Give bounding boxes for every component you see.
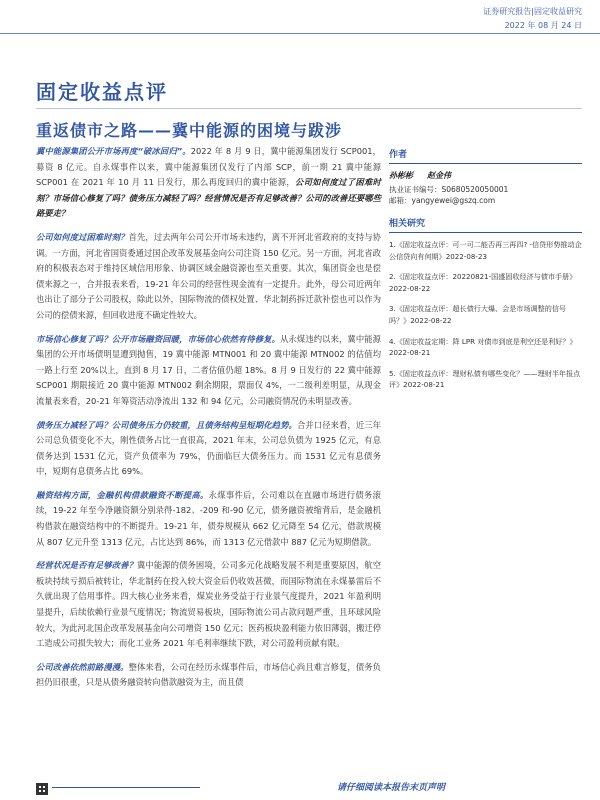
paragraph-lead: 公司改善依然前路漫漫。 (36, 661, 129, 672)
paragraph-lead: 市场信心修复了吗？公开市场融资回暖，市场信心依然有待修复。 (36, 333, 281, 344)
header-divider (0, 33, 600, 34)
paragraph-text: 2022 年 8 月 9 日，冀中能源集团发行 SCP001，募资 8 亿元。自永煤事件以来，冀中能源集团仅发行了内部 SCP，前一期 21 冀中能源 SCP001 在 2021 年 10 月 11 日发行，那么再度回归的冀中能源， (36, 146, 381, 188)
paragraph-text: 从永煤违约以来，冀中能源集团的公开市场债明显遭到抛售，19 冀中能源 MTN001 和 20 冀中能源 MTN002 的估值均一路上行至 20%以上，直到 8 月 17 日，二者估值仍超 18%。8 月 9 日发行的 22 冀中能源 SCP001 期限接近 20 冀中能源 MTN002 剩余期限，票面仅 4%，一二级利差明显，从现金流量表来看，20-21 年筹资活动净流出 132 和 94 亿元，公司融资情况仍未明显改善。 (36, 333, 381, 406)
paragraph-lead: 经营状况是否有足够改善？ (36, 560, 138, 571)
author-email[interactable]: yangyewei@gszq.com (411, 196, 496, 205)
body-paragraph (36, 230, 381, 324)
related-item[interactable]: 2.《固定收益点评：20220821-国盛固收经济与债市手册》2022-08-22 (389, 272, 577, 293)
related-list (389, 239, 582, 391)
title-divider (36, 108, 582, 109)
paragraph-text: 冀中能源的债务困境，公司多元化战略发展不利是重要原因，航空板块持续亏损后被转让，华北制药在投入较大资金后仍收效甚微，而国际物流在永煤暴雷后不久就出现了信用事件。四大核心业务来看，煤炭业务受益于行业景气度提升，2021 年盈利明显提升，后续依赖行业景气度情况；物流贸易板块，国际物流公司占款问题严重，且环球风险较大，为此河北国企改革发展基金向公司增资 150 亿元；医药板块盈利能力依旧薄弱，搬迁停工造成公司损失较大；而化工业务 2021 年毛利率继续下跌，对公司盈利贡献有限。 (36, 560, 381, 649)
body-paragraph (36, 558, 381, 652)
paragraph-text: 首先，过去两年公司公开市场未违约，离不开河北省政府的支持与协调。一方面，河北省国资委通过国企改革发展基金向公司注资 150 亿元。另一方面，河北省政府的积极表态对于维持区域信用形象、协调区域金融资源也至关重要。其次，集团资金也是偿债来源之一，合并报表来看，19-21 年公司的经营性现金流有一定提升。此外，母公司近两年也出让了部分子公司股权，除此以外，国际物流的债权处置、华北制药拆迁款补偿也可以作为公司的偿债来源，但回收进度不确定性较大。 (36, 231, 381, 320)
paragraph-lead: 融资结构方面，金融机构借款融资不断提高。 (36, 489, 209, 500)
report-headline: 重返债市之路——冀中能源的困境与跋涉 (36, 121, 343, 140)
footer-disclaimer: 请仔细阅读本报告末页声明 (200, 780, 582, 793)
paragraph-lead: 债务压力减轻了吗？公司债务压力仍较重，且债务结构呈短期化趋势。 (36, 419, 297, 430)
paragraph-emphasis: 公司如何度过了困难时刻？市场信心修复了吗？债务压力减轻了吗？经营情况是否有足够改善？公司的改善还要哪些路要走？ (36, 177, 381, 219)
body-paragraph (36, 418, 381, 480)
related-item[interactable]: 3.《固定收益点评：超长债行大爆、会是市场调整的信号吗？》2022-08-22 (389, 304, 567, 325)
paragraph-text: 永煤事件后，公司难以在直融市场进行债务滚续，19-22 年至今净融资额分别录得-182、-209 和-90 亿元，债务融资被缩背后，是金融机构借款在融资结构中的不断提升。19-21 年，债券规模从 662 亿元降至 54 亿元，借款规模从 807 亿元升至 1313 亿元，占比达到 86%，而 1313 亿元借款中 887 亿元为短期借款。 (36, 489, 381, 547)
body-paragraph (36, 488, 381, 550)
paragraph-text: 合并口径来看，近三年公司总负债变化不大，刚性债务占比一直很高，2021 年末，公司总负债为 1925 亿元，有息债务达到 1531 亿元，资产负债率为 79%，仍面临巨大债务压力。而 1531 亿元有息债务中，短期有息债务占比 69%。 (36, 419, 381, 477)
main-body (36, 144, 381, 699)
author-name: 赵金伟 (427, 171, 451, 180)
report-date: 2022 年 08 月 24 日 (504, 21, 582, 30)
author-names (389, 170, 582, 181)
paragraph-lead: 公司如何度过困难时刻？ (36, 231, 129, 242)
email-line (389, 195, 582, 206)
body-paragraph (36, 660, 381, 691)
body-paragraph (36, 144, 381, 222)
document-type: 固定收益点评 (36, 80, 168, 104)
body-paragraph (36, 332, 381, 410)
license-label: 执业证书编号： (389, 185, 442, 194)
qr-code-icon (36, 783, 48, 795)
email-label: 邮箱： (389, 196, 412, 205)
sidebar (389, 147, 582, 400)
related-heading: 相关研究 (389, 216, 582, 233)
related-item[interactable]: 1.《固定收益点评：可一可二能否再三再四? -信贷形势推动企公信贷向有何期》2022-08-23 (389, 240, 582, 261)
paragraph-text: 整体来看，公司在经历永煤事件后，市场信心尚且难言修复，债务负担仍旧很重，只是从债务融资转向借款融资为主，而且债 (36, 661, 381, 688)
paragraph-lead: 冀中能源集团公开市场再度“破冰回归”。 (36, 146, 191, 156)
author-name: 孙彬彬 (389, 171, 413, 180)
report-category: 证券研究报告|固定收益研究 (483, 7, 582, 16)
license-number: S0680520050001 (441, 185, 509, 194)
authors-heading: 作者 (389, 147, 582, 164)
related-item[interactable]: 5.《固定收益点评：理财私债有哪些变化？——理财半年报点评》2022-08-21 (389, 368, 581, 390)
related-item[interactable]: 4.《固定收益定期：降 LPR 对债市到底是利空还是利好？》2022-08-21 (389, 336, 577, 358)
license-line (389, 184, 582, 195)
